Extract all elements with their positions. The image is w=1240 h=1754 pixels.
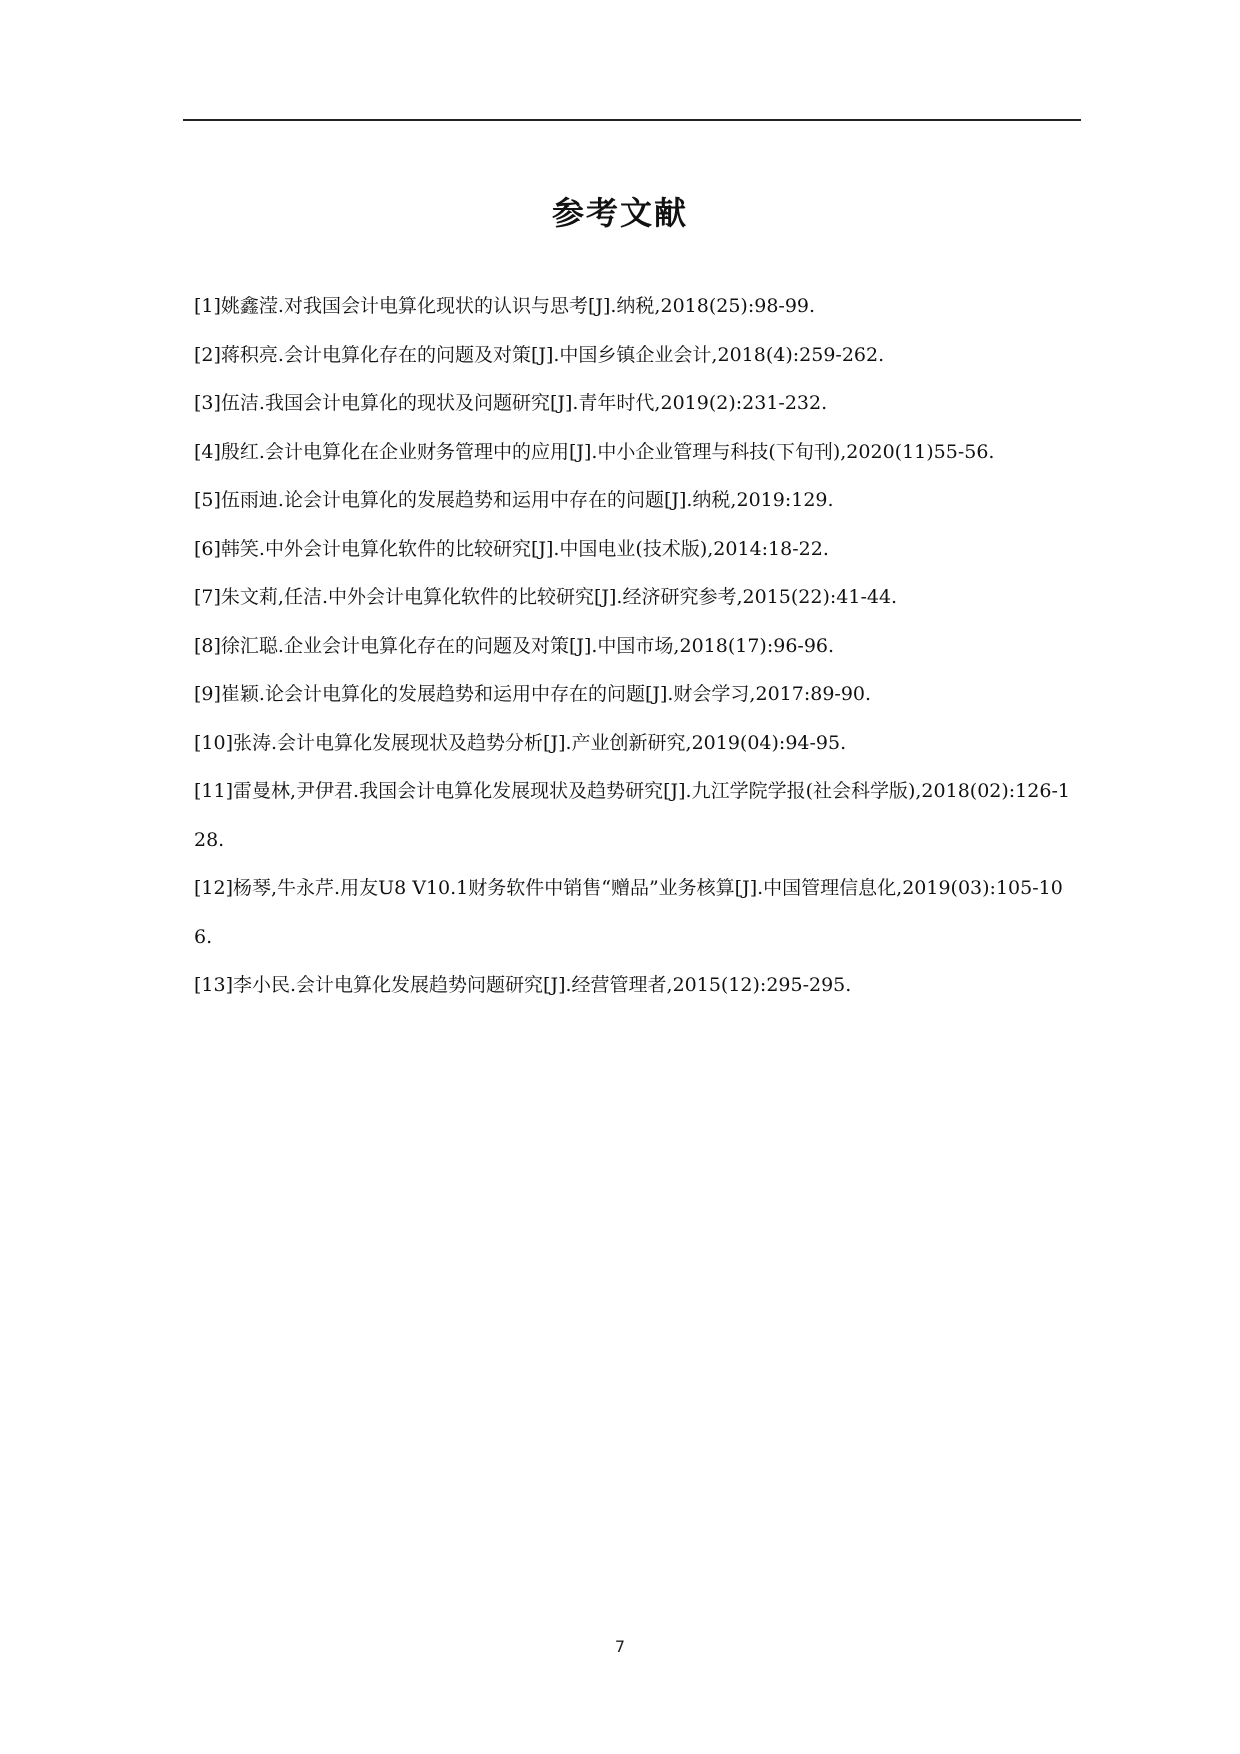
reference-item-2: [2]蒋积亮.会计电算化存在的问题及对策[J].中国乡镇企业会计,2018(4):259-262. xyxy=(194,343,885,366)
reference-list xyxy=(194,282,1074,1010)
reference-item-5: [5]伍雨迪.论会计电算化的发展趋势和运用中存在的问题[J].纳税,2019:129. xyxy=(194,489,834,511)
reference-item-7: [7]朱文莉,任洁.中外会计电算化软件的比较研究[J].经济研究参考,2015(22):41-44. xyxy=(194,586,898,608)
page-number: 7 xyxy=(614,1637,626,1656)
reference-item-1: [1]姚鑫滢.对我国会计电算化现状的认识与思考[J].纳税,2018(25):98-99. xyxy=(194,295,816,317)
reference-item-10: [10]张涛.会计电算化发展现状及趋势分析[J].产业创新研究,2019(04):94-95. xyxy=(194,731,847,754)
header-rule xyxy=(183,119,1081,121)
reference-item-13: [13]李小民.会计电算化发展趋势问题研究[J].经营管理者,2015(12):295-295. xyxy=(194,974,852,996)
reference-item-4: [4]殷红.会计电算化在企业财务管理中的应用[J].中小企业管理与科技(下旬刊),2020(11)55-56. xyxy=(194,440,995,463)
reference-item-8: [8]徐汇聪.企业会计电算化存在的问题及对策[J].中国市场,2018(17):96-96. xyxy=(194,634,835,657)
page-title: 参考文献 xyxy=(551,194,688,232)
reference-item-6: [6]韩笑.中外会计电算化软件的比较研究[J].中国电业(技术版),2014:18-22. xyxy=(194,537,829,560)
reference-item-12: [12]杨琴,牛永芹.用友U8 V10.1财务软件中销售“赠品”业务核算[J].中国管理信息化,2019(03):105-106. xyxy=(194,877,1063,948)
reference-item-9: [9]崔颖.论会计电算化的发展趋势和运用中存在的问题[J].财会学习,2017:89-90. xyxy=(194,683,872,705)
reference-item-3: [3]伍洁.我国会计电算化的现状及问题研究[J].青年时代,2019(2):231-232. xyxy=(194,392,828,414)
reference-item-11: [11]雷曼林,尹伊君.我国会计电算化发展现状及趋势研究[J].九江学院学报(社会科学版),2018(02):126-128. xyxy=(194,780,1070,851)
